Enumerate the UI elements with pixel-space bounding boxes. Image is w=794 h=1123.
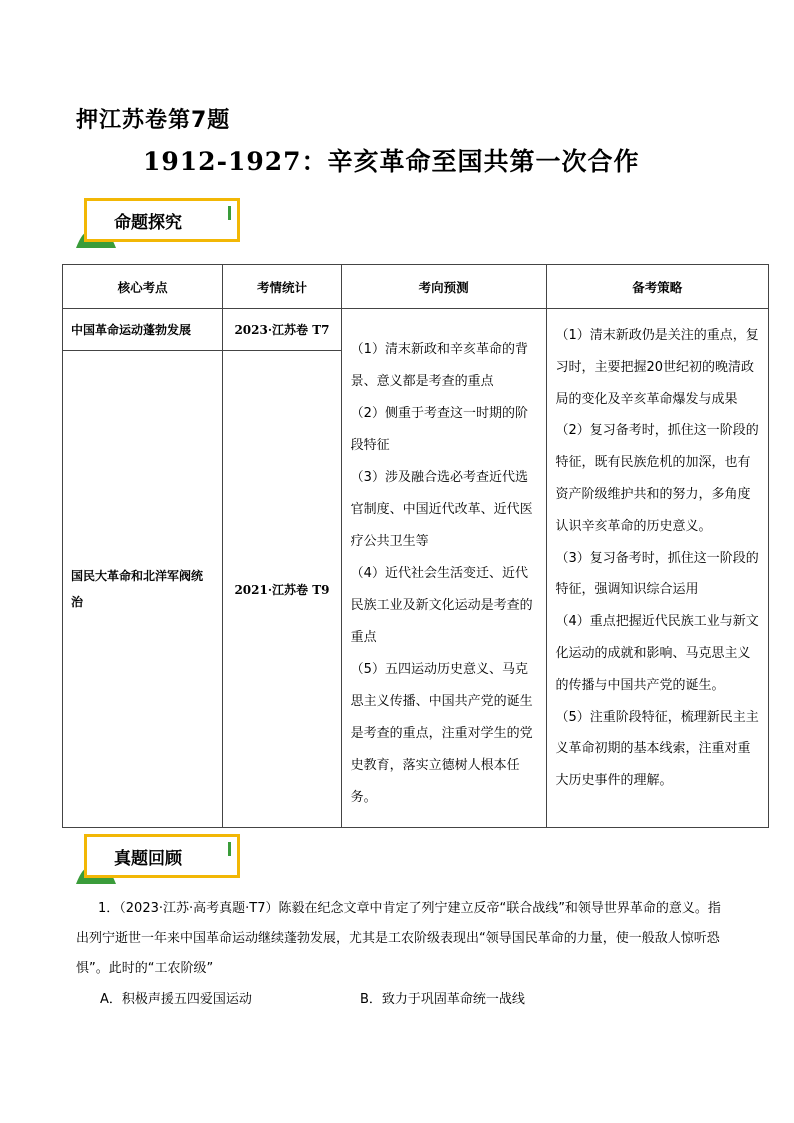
section-banner-explore bbox=[76, 198, 321, 248]
table-header: 考情统计 bbox=[223, 265, 341, 309]
exam-analysis-table bbox=[62, 264, 769, 828]
option-a: A．积极声援五四爱国运动 bbox=[100, 992, 252, 1007]
forecast-item: （1）清末新政和辛亥革命的背景、意义都是考查的重点 bbox=[350, 342, 528, 389]
exam-title: 押江苏卷第7题 bbox=[76, 108, 231, 133]
table-header: 备考策略 bbox=[546, 265, 769, 309]
forecast-cell bbox=[341, 309, 546, 828]
option-b: B．致力于巩固革命统一战线 bbox=[360, 992, 525, 1007]
exam-stat-cell: 2021·江苏卷 T9 bbox=[223, 351, 341, 828]
exam-stat-cell: 2023·江苏卷 T7 bbox=[223, 309, 341, 351]
forecast-item: （3）涉及融合选必考查近代选官制度、中国近代改革、近代医疗公共卫生等 bbox=[350, 470, 533, 549]
forecast-item: （2）侧重于考查这一时期的阶段特征 bbox=[350, 406, 528, 453]
section-title: 命题探究 bbox=[114, 213, 182, 233]
strategy-item: （1）清末新政仍是关注的重点，复习时，主要把握20世纪初的晚清政局的变化及辛亥革命爆发与成果 bbox=[555, 328, 759, 407]
strategy-item: （2）复习备考时，抓住这一阶段的特征，既有民族危机的加深，也有资产阶级维护共和的努力，多角度认识辛亥革命的历史意义。 bbox=[555, 423, 759, 534]
forecast-item: （5）五四运动历史意义、马克思主义传播、中国共产党的诞生是考查的重点，注重对学生的党史教育，落实立德树人根本任务。 bbox=[350, 662, 533, 805]
strategy-item: （3）复习备考时，抓住这一阶段的特征，强调知识综合运用 bbox=[555, 550, 759, 598]
strategy-item: （4）重点把握近代民族工业与新文化运动的成就和影响、马克思主义的传播与中国共产党的诞生。 bbox=[555, 614, 759, 693]
section-banner-review bbox=[76, 834, 321, 884]
table-header: 考向预测 bbox=[341, 265, 546, 309]
question-stem: 1．（2023·江苏·高考真题·T7）陈毅在纪念文章中肯定了列宁建立反帝“联合战线”和领导世界革命的意义。指出列宁逝世一年来中国革命运动继续蓬勃发展，尤其是工农阶级表现出“领导国民革命的力量，使一般敌人惊听恐惧”。此时的“工农阶级” bbox=[76, 901, 721, 976]
strategy-cell bbox=[546, 309, 769, 828]
forecast-item: （4）近代社会生活变迁、近代民族工业及新文化运动是考查的重点 bbox=[350, 566, 533, 645]
section-title: 真题回顾 bbox=[114, 849, 182, 869]
table-header-row bbox=[63, 265, 769, 309]
table-header: 核心考点 bbox=[63, 265, 223, 309]
exam-subtitle: 1912-1927：辛亥革命至国共第一次合作 bbox=[143, 147, 640, 176]
core-point-cell: 国民大革命和北洋军阀统治 bbox=[63, 351, 223, 828]
core-point-cell: 中国革命运动蓬勃发展 bbox=[63, 309, 223, 351]
strategy-item: （5）注重阶段特征，梳理新民主主义革命初期的基本线索，注重对重大历史事件的理解。 bbox=[555, 709, 759, 789]
table-row bbox=[63, 309, 769, 351]
